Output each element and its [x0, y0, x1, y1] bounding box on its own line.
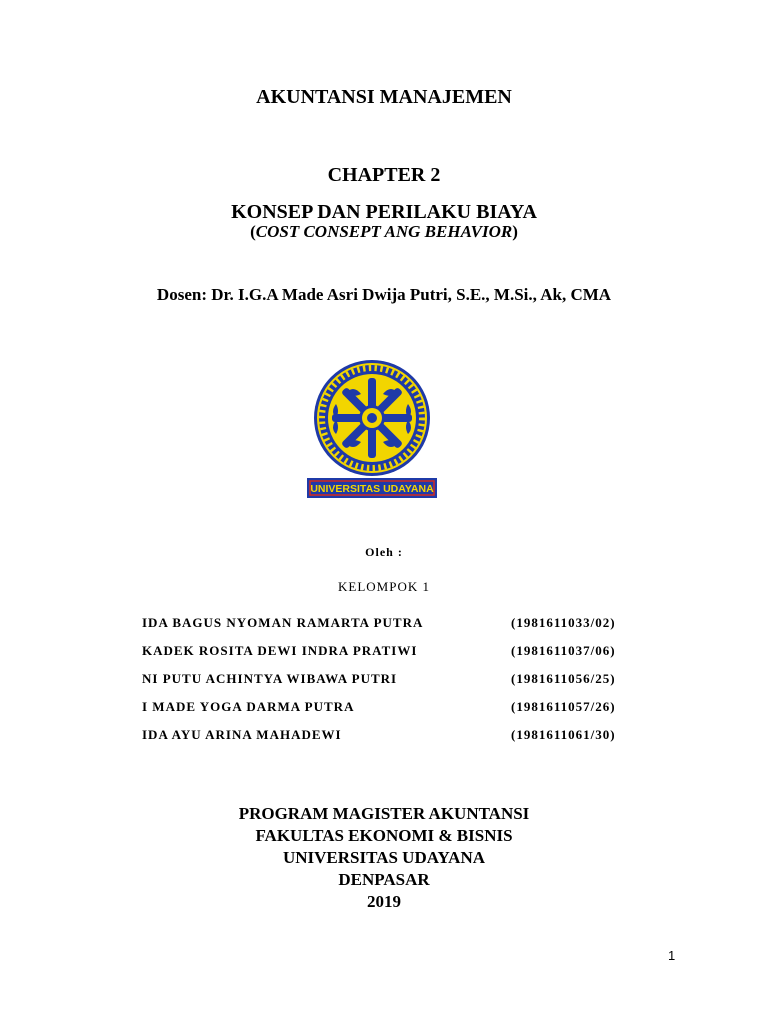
member-nim: (1981611033/02) [511, 615, 616, 630]
member-row [142, 615, 642, 633]
member-row [142, 699, 642, 717]
member-name: KADEK ROSITA DEWI INDRA PRATIWI [142, 643, 418, 658]
university-logo [305, 358, 439, 500]
member-nim: (1981611057/26) [511, 699, 616, 714]
subtitle-close-paren: ) [512, 222, 518, 241]
member-nim: (1981611061/30) [511, 727, 616, 742]
member-name: IDA AYU ARINA MAHADEWI [142, 727, 342, 742]
university-name: UNIVERSITAS UDAYANA [282, 848, 485, 867]
member-name: I MADE YOGA DARMA PUTRA [142, 699, 355, 714]
faculty-name: FAKULTAS EKONOMI & BISNIS [255, 826, 513, 845]
logo-banner-text: UNIVERSITAS UDAYANA [310, 483, 434, 495]
member-name: NI PUTU ACHINTYA WIBAWA PUTRI [142, 671, 398, 686]
lecturer-line: Dosen: Dr. I.G.A Made Asri Dwija Putri, S.E., M.Si., Ak, CMA [156, 285, 612, 304]
member-name: IDA BAGUS NYOMAN RAMARTA PUTRA [142, 615, 424, 630]
logo-center-dot [367, 413, 377, 423]
group-name: KELOMPOK 1 [338, 579, 430, 594]
topic-title: KONSEP DAN PERILAKU BIAYA [231, 201, 537, 223]
by-label: Oleh : [365, 545, 403, 559]
topic-subtitle [0, 222, 768, 242]
subtitle-italic: COST CONSEPT ANG BEHAVIOR [255, 222, 513, 241]
member-row [142, 671, 642, 689]
member-nim: (1981611037/06) [511, 643, 616, 658]
member-row [142, 727, 642, 745]
year: 2019 [367, 892, 401, 911]
program-name: PROGRAM MAGISTER AKUNTANSI [238, 804, 530, 823]
member-row [142, 643, 642, 661]
subtitle-open-paren: ( [250, 222, 256, 241]
chapter-title: CHAPTER 2 [327, 164, 441, 186]
city-name: DENPASAR [338, 870, 430, 889]
course-title: AKUNTANSI MANAJEMEN [256, 86, 512, 108]
page-number: 1 [668, 948, 676, 963]
member-nim: (1981611056/25) [511, 671, 616, 686]
